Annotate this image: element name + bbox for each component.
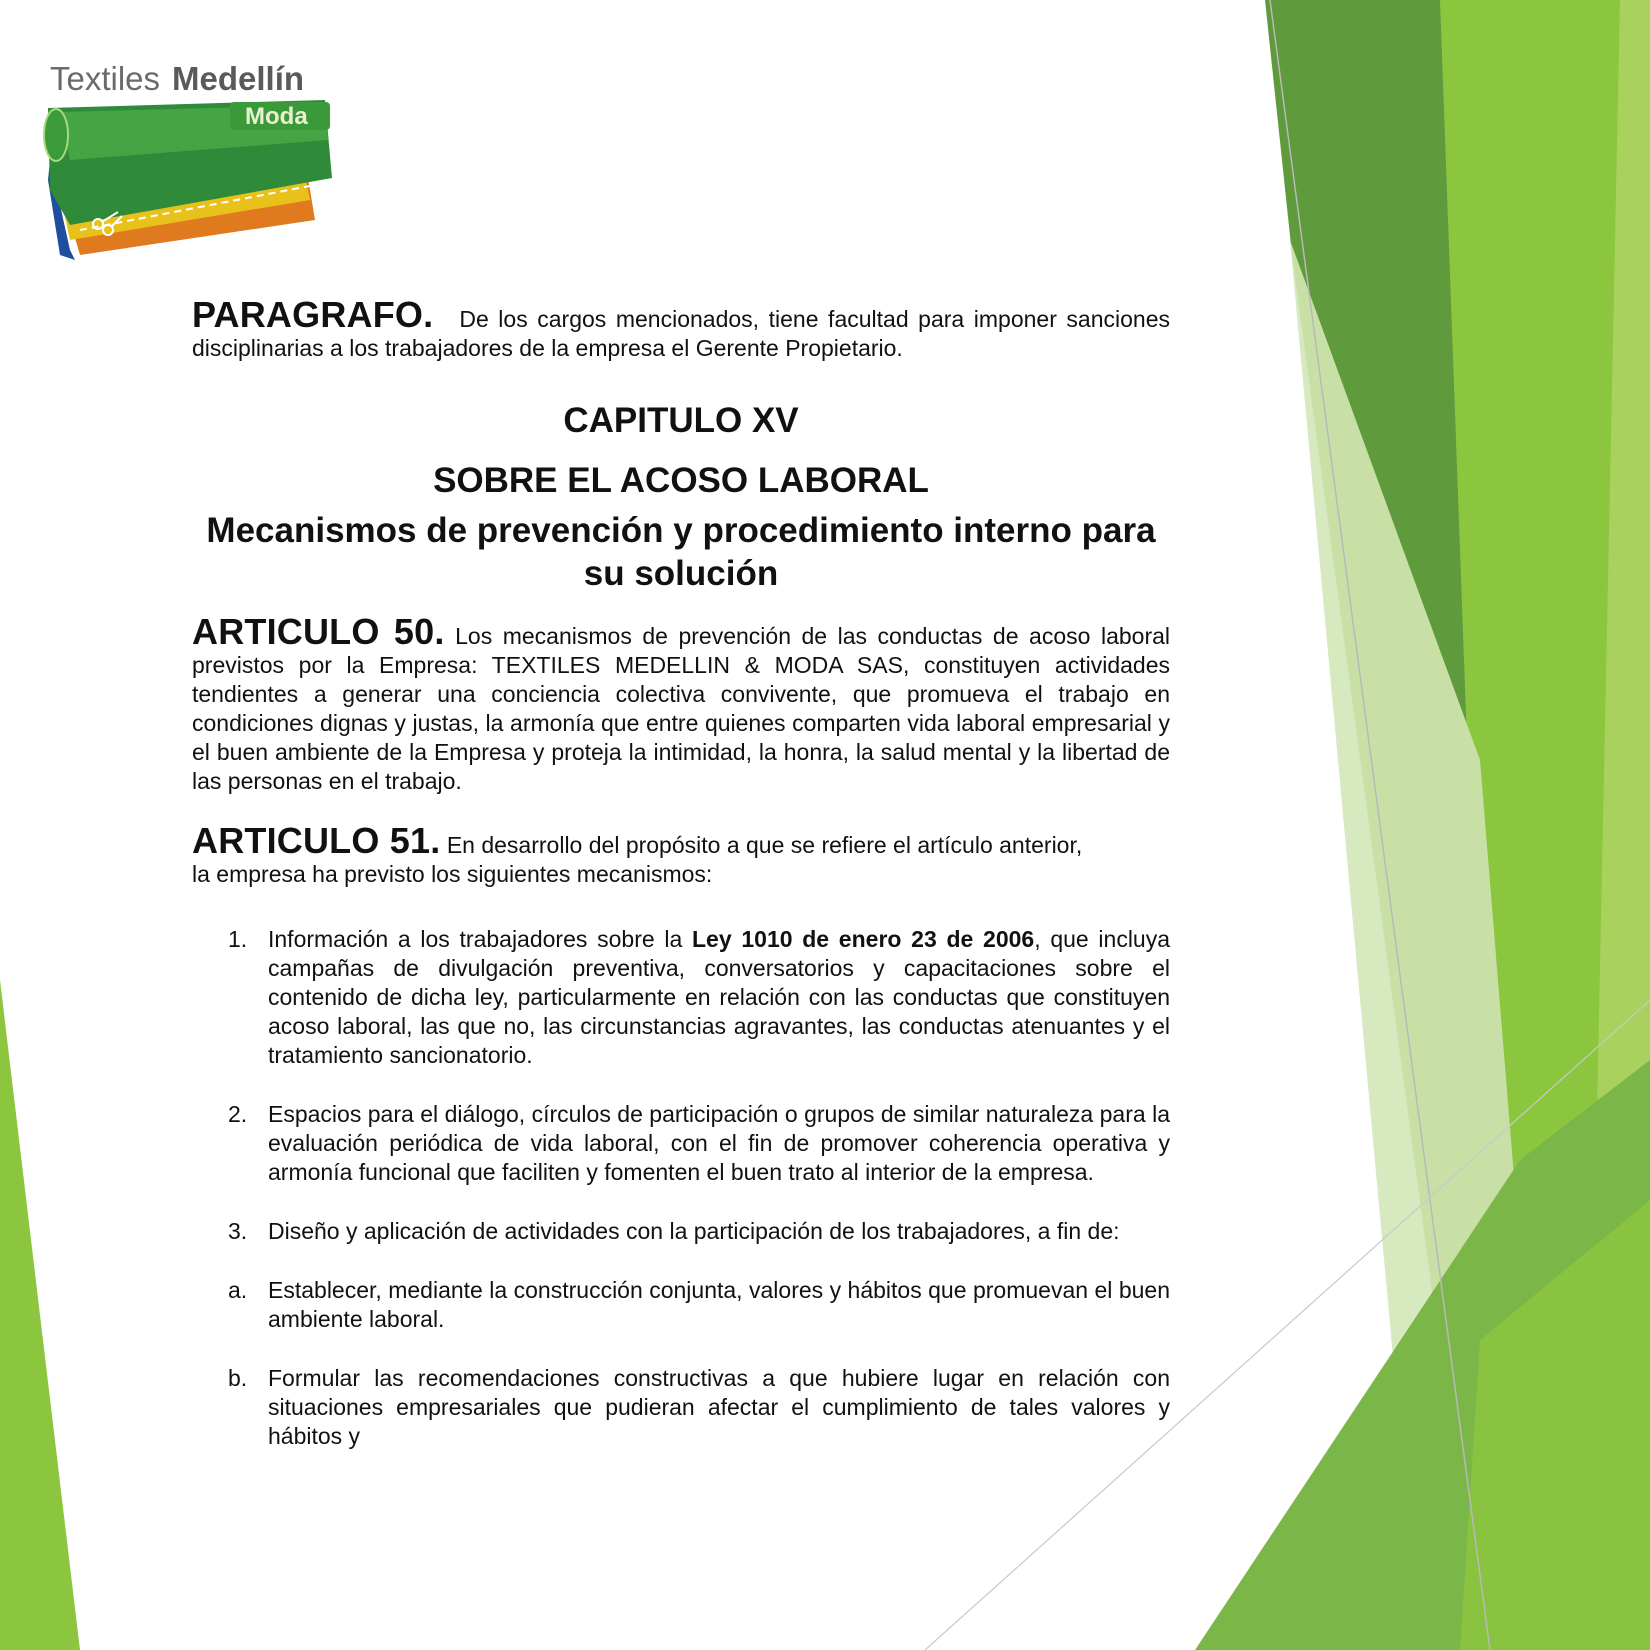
articulo-50 [192,611,1170,796]
list-item [192,1276,1170,1334]
list-item-text-after: , que incluya campañas de divulgación preventiva, conversatorios y capacitaciones sobre el contenido de dicha ley, particularmente en relación con las conductas que constituyen acoso laboral, las que no, las circunstancias agravantes, las conductas atenuantes y el tratamiento sancionatorio. [268,926,1171,1068]
mechanisms-list [192,925,1170,1451]
paragrafo [192,294,1170,363]
document-body [192,294,1171,1481]
chapter-number: CAPITULO XV [563,401,799,440]
logo-roll-end [44,109,68,161]
chapter-title: SOBRE EL ACOSO LABORAL [433,461,929,500]
list-item-text-before: Información a los trabajadores sobre la [268,926,692,952]
left-green-wedge [0,980,80,1650]
textiles-medellin-logo [40,50,340,265]
list-item [192,1100,1170,1187]
list-item [192,925,1170,1070]
articulo-51-text-line2: la empresa ha previsto los siguientes mecanismos: [192,861,713,887]
list-marker: 3. [228,1218,248,1244]
list-item-text: Diseño y aplicación de actividades con la participación de los trabajadores, a fin de: [268,1218,1120,1244]
logo-brand-bold: Medellín [172,60,305,97]
logo-brand-light: Textiles [50,60,161,97]
articulo-50-text: Los mecanismos de prevención de las conductas de acoso laboral previstos por la Empresa: TEXTILES MEDELLIN & MODA SAS, constituyen actividades tendientes a generar una conciencia colectiva convivente, que promueva el trabajo en condiciones dignas y justas, la armonía que entre quienes comparten vida laboral empresarial y el buen ambiente de la Empresa y proteja la intimidad, la honra, la salud mental y la libertad de las personas en el trabajo. [192,623,1170,794]
list-item-text: Establecer, mediante la construcción conjunta, valores y hábitos que promuevan el buen ambiente laboral. [268,1277,1170,1332]
list-item-text: Espacios para el diálogo, círculos de participación o grupos de similar naturaleza para la evaluación periódica de vida laboral, con el fin de promover coherencia operativa y armonía funcional que faciliten y fomenten el buen trato al interior de la empresa. [268,1101,1170,1185]
articulo-51 [192,820,1170,889]
logo-sub: Moda [245,103,308,130]
list-marker: a. [228,1277,248,1303]
articulo-51-lead: ARTICULO 51. [192,820,441,861]
chapter-subtitle: Mecanismos de prevención y procedimiento interno para su solución [206,511,1156,593]
list-item [192,1364,1170,1451]
list-marker: 2. [228,1101,248,1127]
list-marker: b. [228,1365,248,1391]
list-marker: 1. [228,926,248,952]
paragrafo-lead: PARAGRAFO. [192,294,434,335]
law-reference: Ley 1010 de enero 23 de 2006 [692,926,1035,952]
list-item [192,1217,1170,1246]
list-item-text: Formular las recomendaciones constructivas a que hubiere lugar en relación con situaciones empresariales que pudieran afectar el cumplimiento de tales valores y hábitos y [268,1365,1170,1449]
paragrafo-text: De los cargos mencionados, tiene facultad para imponer sanciones disciplinarias a los trabajadores de la empresa el Gerente Propietario. [192,306,1170,361]
articulo-51-text-line1: En desarrollo del propósito a que se refiere el artículo anterior, [446,832,1083,858]
articulo-50-lead: ARTICULO 50. [192,611,445,652]
